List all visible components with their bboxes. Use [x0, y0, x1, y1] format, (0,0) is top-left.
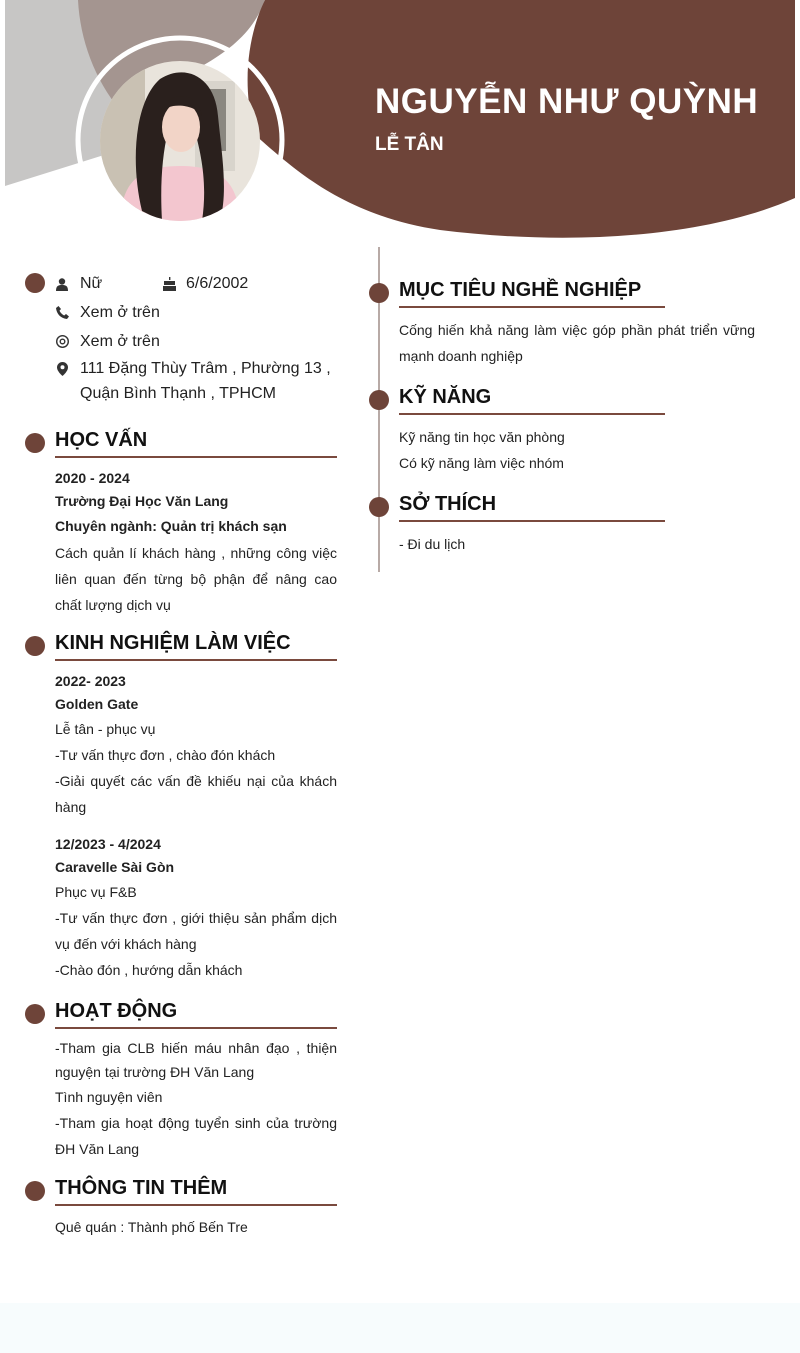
address-row	[25, 356, 337, 382]
section-title: THÔNG TIN THÊM	[55, 1177, 228, 1199]
objective-text: Cống hiến khả năng làm việc góp phần phát triển vững mạnh doanh nghiệp	[399, 322, 755, 364]
skills-header	[369, 384, 755, 414]
candidate-name: NGUYỄN NHƯ QUỲNH	[375, 82, 759, 121]
activities-header	[25, 998, 337, 1028]
objective-header	[369, 277, 755, 307]
job-duty: -Giải quyết các vấn đề khiếu nại của khách hàng	[55, 773, 337, 815]
job-company: Golden Gate	[55, 696, 139, 712]
section-title: KINH NGHIỆM LÀM VIỆC	[55, 632, 291, 654]
skill-item: Kỹ năng tin học văn phòng	[399, 429, 565, 445]
left-column	[25, 270, 337, 406]
section-title: SỞ THÍCH	[399, 493, 497, 515]
objective-section	[369, 277, 755, 369]
job-duty: -Chào đón , hướng dẫn khách	[55, 962, 243, 978]
gender-value: Nữ	[80, 275, 103, 292]
section-rule	[55, 456, 337, 458]
profile-photo	[100, 61, 260, 221]
email-row	[25, 327, 337, 356]
section-title: MỤC TIÊU NGHỀ NGHIỆP	[399, 279, 642, 301]
education-description: Cách quản lí khách hàng , những công việc liên quan đến từng bộ phận để nâng cao chất lượng dịch vụ	[55, 545, 337, 613]
section-rule	[55, 1027, 337, 1029]
skill-item: Có kỹ năng làm việc nhóm	[399, 455, 564, 471]
activity-item: -Tham gia CLB hiến máu nhân đạo , thiện nguyện tại trường ĐH Văn Lang	[55, 1040, 337, 1080]
activity-item: Tình nguyện viên	[55, 1089, 163, 1105]
section-title: KỸ NĂNG	[399, 386, 492, 408]
section-bullet	[369, 283, 389, 303]
job-period: 2022- 2023	[55, 673, 126, 689]
job-period: 12/2023 - 4/2024	[55, 836, 161, 852]
more-info-section	[25, 1175, 337, 1240]
hometown: Quê quán : Thành phố Bến Tre	[55, 1219, 248, 1235]
person-icon	[55, 277, 69, 291]
section-rule	[399, 520, 665, 522]
section-title: HOẠT ĐỘNG	[55, 1000, 178, 1022]
address-line-1: 111 Đặng Thùy Trâm , Phường 13 ,	[80, 360, 331, 377]
gender-birthday-row	[25, 270, 337, 298]
section-bullet	[25, 433, 45, 453]
activity-item: -Tham gia hoạt động tuyển sinh của trường ĐH Văn Lang	[55, 1115, 337, 1157]
education-years: 2020 - 2024	[55, 470, 130, 486]
section-bullet	[25, 636, 45, 656]
section-rule	[55, 659, 337, 661]
section-bullet	[25, 1181, 45, 1201]
education-section	[25, 427, 337, 618]
skills-section	[369, 384, 755, 476]
at-sign-icon	[55, 335, 69, 349]
section-bullet	[25, 1004, 45, 1024]
address-line-2: Quận Bình Thạnh , TPHCM	[80, 385, 276, 402]
experience-section	[25, 630, 337, 983]
phone-row	[25, 298, 337, 327]
hobby-item: - Đi du lịch	[399, 536, 466, 552]
location-pin-icon	[55, 362, 69, 376]
section-rule	[399, 306, 665, 308]
job-title: LỄ TÂN	[375, 134, 444, 155]
job-entry	[55, 833, 337, 983]
email-value: Xem ở trên	[80, 332, 160, 350]
job-company: Caravelle Sài Gòn	[55, 859, 175, 875]
hobbies-section	[369, 491, 755, 557]
job-position: Lễ tân - phục vụ	[55, 721, 156, 737]
education-major: Chuyên ngành: Quản trị khách sạn	[55, 518, 287, 534]
experience-header	[25, 630, 337, 660]
activities-section	[25, 998, 337, 1162]
education-header	[25, 427, 337, 457]
job-duty: -Tư vấn thực đơn , chào đón khách	[55, 747, 276, 763]
job-position: Phục vụ F&B	[55, 884, 137, 900]
section-rule	[55, 1204, 337, 1206]
page-footer-band	[0, 1303, 800, 1353]
section-bullet	[369, 390, 389, 410]
phone-value: Xem ở trên	[80, 303, 160, 321]
more-info-header	[25, 1175, 337, 1205]
birthday-cake-icon	[162, 277, 176, 291]
section-rule	[399, 413, 665, 415]
birthday-value: 6/6/2002	[186, 275, 249, 292]
section-title: HỌC VẤN	[55, 429, 148, 451]
education-school: Trường Đại Học Văn Lang	[55, 493, 229, 509]
job-duty: -Tư vấn thực đơn , giới thiệu sản phẩm dịch vụ đến với khách hàng	[55, 910, 337, 952]
job-entry	[55, 670, 337, 820]
section-bullet	[369, 497, 389, 517]
hobbies-header	[369, 491, 755, 521]
phone-icon	[55, 306, 69, 320]
